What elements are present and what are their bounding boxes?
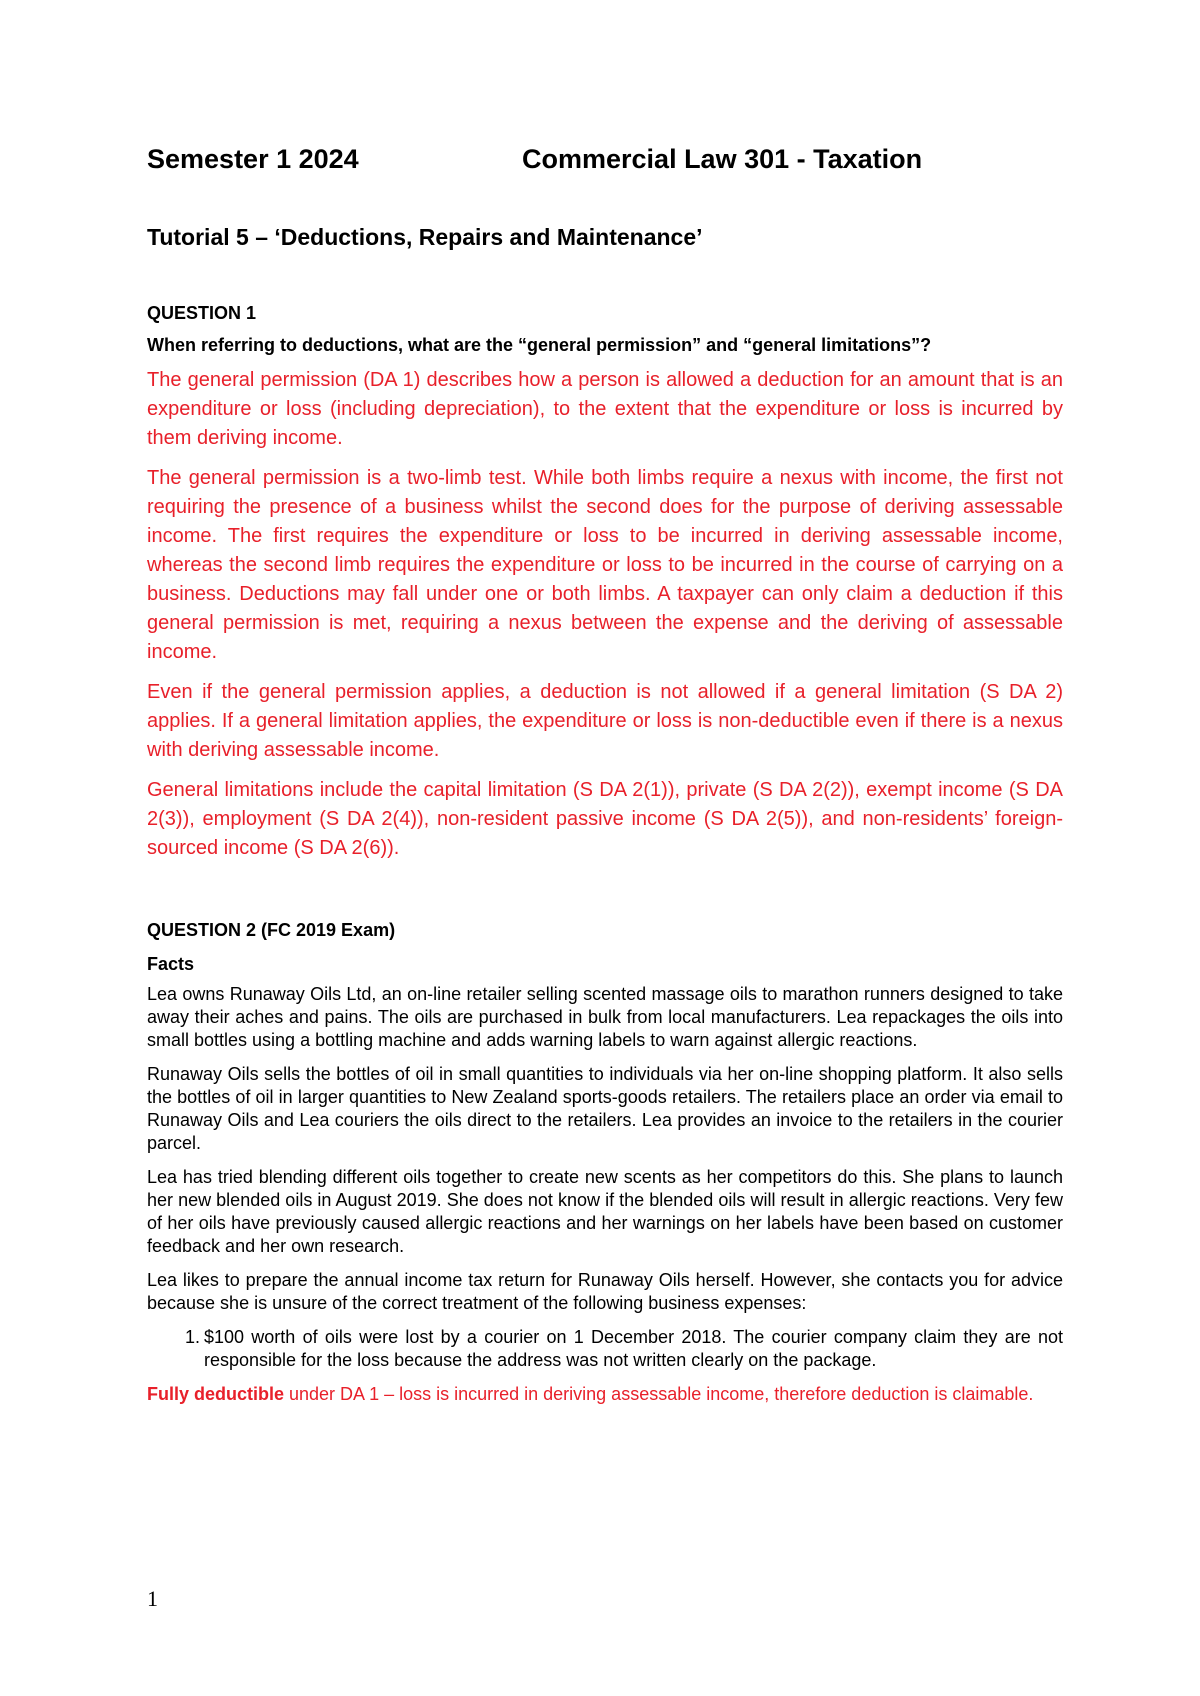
question-1-text: When referring to deductions, what are the “general permission” and “general limitations”?: [147, 335, 932, 355]
question-1-heading: QUESTION 1: [147, 303, 257, 323]
facts-body: [147, 983, 1063, 1315]
question-1-answer: [147, 366, 1063, 863]
facts-paragraph: Lea has tried blending different oils together to create new scents as her competitors do this. She plans to launch her new blended oils in August 2019. She does not know if the blended oils will result in allergic reactions. Very few of her oils have previously caused allergic reactions and her warnings on her labels have been based on customer feedback and her own research.: [147, 1167, 1063, 1256]
facts-paragraph: Lea likes to prepare the annual income tax return for Runaway Oils herself. However, she contacts you for advice because she is unsure of the correct treatment of the following business expenses:: [147, 1270, 1063, 1313]
facts-paragraph: Lea owns Runaway Oils Ltd, an on-line retailer selling scented massage oils to marathon runners designed to take away their aches and pains. The oils are purchased in bulk from local manufacturers. Lea repackages the oils into small bottles using a bottling machine and adds warning labels to warn against allergic reactions.: [147, 984, 1063, 1050]
answer-paragraph: General limitations include the capital limitation (S DA 2(1)), private (S DA 2(2)), exempt income (S DA 2(3)), employment (S DA 2(4)), non-resident passive income (S DA 2(5)), and non-residents’ foreign-sourced income (S DA 2(6)).: [147, 779, 1063, 859]
list-item-text: $100 worth of oils were lost by a courier on 1 December 2018. The courier company claim they are not responsible for the loss because the address was not written clearly on the package.: [204, 1327, 1063, 1370]
answer-explanation: under DA 1 – loss is incurred in deriving assessable income, therefore deduction is claimable.: [284, 1384, 1034, 1404]
answer-verdict: Fully deductible: [147, 1384, 285, 1404]
list-item-number: 1.: [185, 1327, 201, 1347]
answer-paragraph: Even if the general permission applies, a deduction is not allowed if a general limitation (S DA 2) applies. If a general limitation applies, the expenditure or loss is non-deductible even if there is a nexus with deriving assessable income.: [147, 681, 1063, 761]
page-number: 1: [147, 1586, 158, 1611]
answer-paragraph: The general permission (DA 1) describes how a person is allowed a deduction for an amount that is an expenditure or loss (including depreciation), to the extent that the expenditure or loss is incurred by them deriving income.: [147, 369, 1063, 449]
answer-paragraph: The general permission is a two-limb test. While both limbs require a nexus with income, the first not requiring the presence of a business whilst the second does for the purpose of deriving assessable income. The first requires the expenditure or loss to be incurred in deriving assessable income, whereas the second limb requires the expenditure or loss to be incurred in the course of carrying on a business. Deductions may fall under one or both limbs. A taxpayer can only claim a deduction if this general permission is met, requiring a nexus between the expense and the deriving of assessable income.: [147, 467, 1063, 663]
tutorial-title: Tutorial 5 – ‘Deductions, Repairs and Maintenance’: [147, 224, 703, 250]
facts-heading: Facts: [147, 954, 195, 974]
course-title: Commercial Law 301 - Taxation: [522, 144, 923, 174]
page-content: [147, 142, 1063, 1406]
question-2-heading: QUESTION 2 (FC 2019 Exam): [147, 920, 396, 940]
semester-label: Semester 1 2024: [147, 144, 359, 174]
expense-list-item: [147, 1326, 1063, 1372]
facts-paragraph: Runaway Oils sells the bottles of oil in small quantities to individuals via her on-line shopping platform. It also sells the bottles of oil in larger quantities to New Zealand sports-goods retailers. The retailers place an order via email to Runaway Oils and Lea couriers the oils direct to the retailers. Lea provides an invoice to the retailers in the courier parcel.: [147, 1064, 1063, 1153]
document-header: [147, 142, 1063, 176]
item-1-answer: [147, 1383, 1063, 1406]
